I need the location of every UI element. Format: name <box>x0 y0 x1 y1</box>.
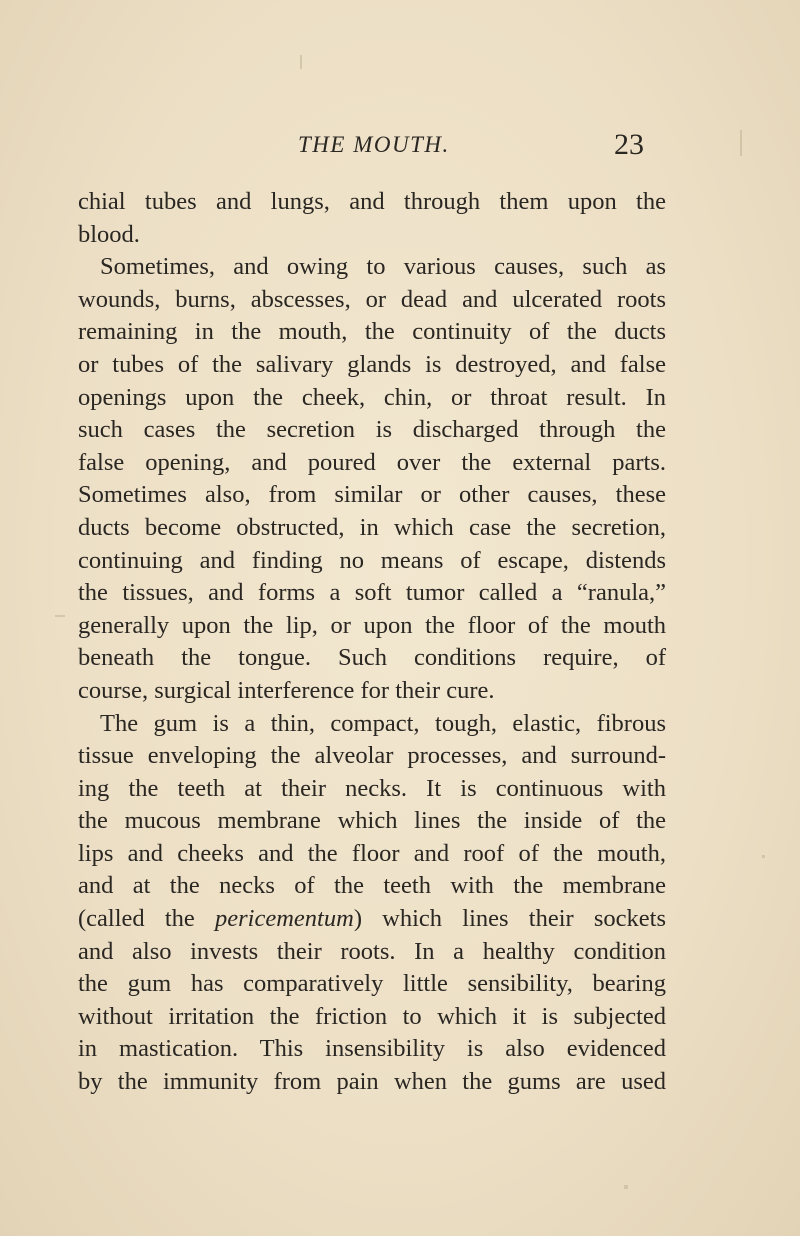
text-line-with-italic <box>78 903 666 936</box>
text-line: openings upon the cheek, chin, or throat result. In <box>78 383 666 411</box>
text-line: remaining in the mouth, the continuity of the ducts <box>78 318 666 346</box>
text-line: continuing and finding no means of escape, distends <box>78 546 666 574</box>
paper-speck <box>55 615 65 617</box>
text-line: ducts become obstructed, in which case the secretion, <box>78 513 666 541</box>
paragraph-start-line: The gum is a thin, compact, tough, elastic, fibrous <box>100 709 666 737</box>
body-text <box>78 186 666 1099</box>
paper-speck <box>762 855 765 858</box>
text-line: ing the teeth at their necks. It is continuous with <box>78 774 666 802</box>
text-line: false opening, and poured over the external parts. <box>78 448 666 476</box>
text-line: blood. <box>78 220 140 248</box>
text-line: wounds, burns, abscesses, or dead and ulcerated roots <box>78 285 666 313</box>
paper-speck <box>300 55 302 69</box>
line-segment: (called the <box>78 905 216 933</box>
text-line: the mucous membrane which lines the inside of the <box>78 807 666 835</box>
text-line: or tubes of the salivary glands is destroyed, and false <box>78 350 666 378</box>
paper-speck <box>624 1185 628 1189</box>
paper-speck <box>740 130 742 156</box>
text-line: the tissues, and forms a soft tumor called a “ranula,” <box>78 579 666 607</box>
text-line: without irritation the friction to which it is subjected <box>78 1002 666 1030</box>
text-line: Sometimes also, from similar or other causes, these <box>78 481 666 509</box>
text-line: in mastication. This insensibility is also evidenced <box>78 1035 666 1063</box>
text-line: chial tubes and lungs, and through them upon the <box>78 188 666 215</box>
text-line: lips and cheeks and the floor and roof of the mouth, <box>78 839 666 867</box>
text-line: the gum has comparatively little sensibility, bearing <box>78 970 666 998</box>
text-line: and also invests their roots. In a healthy condition <box>78 937 666 965</box>
page-number: 23 <box>614 128 644 161</box>
text-line: course, surgical interference for their cure. <box>78 676 495 704</box>
text-line: such cases the secretion is discharged through the <box>78 416 666 444</box>
italic-term: pericementum <box>215 905 354 933</box>
text-line: beneath the tongue. Such conditions require, of <box>78 644 666 672</box>
paragraph-start-line: Sometimes, and owing to various causes, such as <box>100 253 666 281</box>
text-line: generally upon the lip, or upon the floor of the mouth <box>78 611 666 639</box>
text-line: and at the necks of the teeth with the membrane <box>78 872 666 900</box>
line-segment: ) which lines their sockets <box>353 905 667 933</box>
text-line: by the immunity from pain when the gums are used <box>78 1068 666 1096</box>
page-header <box>0 128 800 168</box>
running-title: THE MOUTH. <box>298 132 450 157</box>
text-line: tissue enveloping the alveolar processes, and surround- <box>78 742 666 770</box>
